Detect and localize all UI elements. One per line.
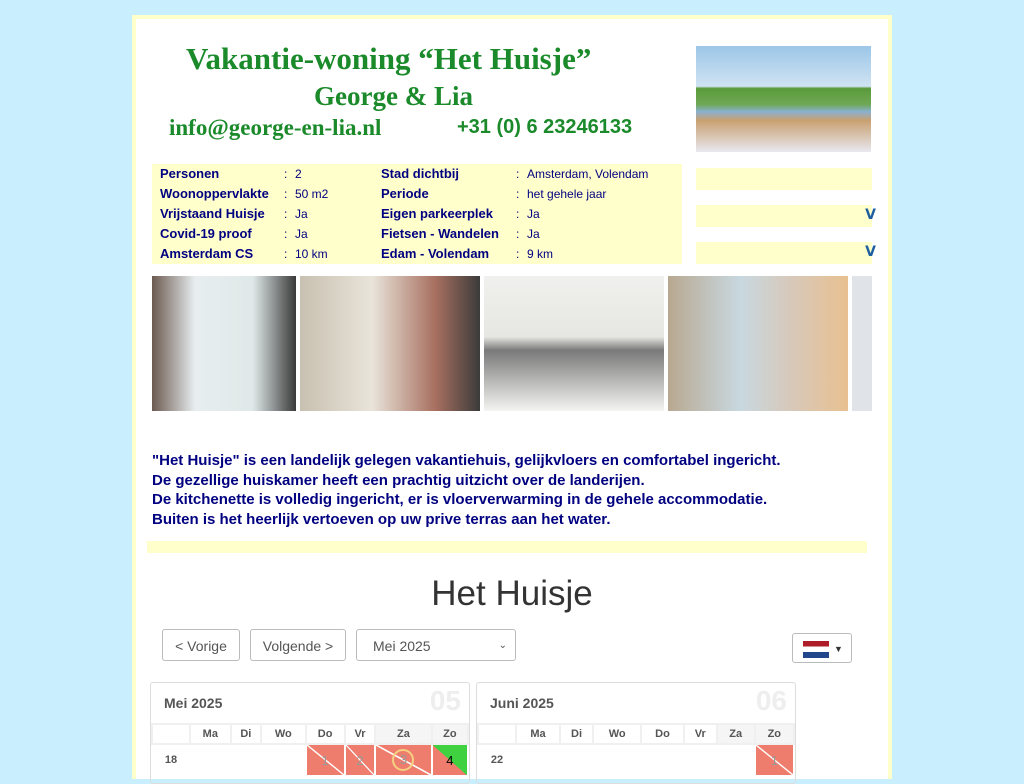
week-header — [478, 724, 516, 744]
chevron-down-icon: ⌄ — [498, 640, 507, 651]
day-number: 3 — [399, 752, 408, 767]
calendar-day[interactable] — [345, 744, 376, 776]
description-line: De gezellige huiskamer heeft een prachtig uitzicht over de landerijen. — [152, 471, 645, 489]
day-header: Za — [717, 724, 755, 744]
info-colon: : — [284, 207, 288, 221]
day-number: 1 — [770, 752, 778, 768]
info-value: 50 m2 — [295, 187, 329, 201]
info-label: Personen — [160, 166, 220, 181]
next-button[interactable]: Volgende > — [250, 629, 346, 661]
info-colon: : — [516, 207, 520, 221]
info-colon: : — [284, 187, 288, 201]
email-link[interactable]: info@george-en-lia.nl — [169, 115, 382, 140]
info-colon: : — [284, 167, 288, 181]
info-value: Ja — [295, 207, 308, 221]
info-colon: : — [516, 227, 520, 241]
day-header: Ma — [516, 724, 560, 744]
info-label: Fietsen - Wandelen — [381, 226, 499, 241]
calendar-day[interactable] — [717, 744, 755, 776]
day-header: Vr — [345, 724, 376, 744]
calendar-day[interactable] — [516, 744, 560, 776]
calendar-june — [476, 682, 796, 784]
calendar-day[interactable] — [261, 744, 305, 776]
day-number: 1 — [321, 752, 329, 768]
today-marker-icon — [392, 749, 414, 771]
previous-button[interactable]: < Vorige — [162, 629, 240, 661]
day-header: Do — [306, 724, 345, 744]
day-header: Za — [375, 724, 431, 744]
day-wrap — [446, 753, 453, 768]
property-info-table — [152, 164, 682, 264]
info-value: 9 km — [527, 247, 554, 261]
calendar-title: Het Huisje — [431, 574, 593, 613]
info-row — [152, 244, 682, 264]
day-header: Vr — [684, 724, 717, 744]
info-label: Covid-19 proof — [160, 226, 252, 241]
side-box[interactable]: V — [696, 242, 872, 264]
phone-number: +31 (0) 6 23246133 — [457, 116, 633, 138]
info-label: Amsterdam CS — [160, 246, 254, 261]
day-wrap — [771, 753, 778, 768]
day-header: Do — [641, 724, 683, 744]
calendar-may — [150, 682, 470, 784]
info-colon: : — [516, 247, 520, 261]
info-value: Ja — [527, 207, 540, 221]
info-value: 2 — [295, 167, 302, 181]
divider-bar — [147, 541, 867, 553]
calendar-day[interactable] — [641, 744, 683, 776]
info-value: Ja — [527, 227, 540, 241]
info-row — [152, 164, 682, 184]
photo-kitchenette[interactable] — [484, 276, 664, 411]
calendar-day[interactable] — [306, 744, 345, 776]
week-number: 18 — [152, 744, 190, 776]
day-number: 4 — [446, 752, 454, 768]
day-header: Wo — [593, 724, 641, 744]
calendar-day[interactable] — [190, 744, 231, 776]
day-number: 2 — [356, 752, 364, 768]
info-row — [152, 224, 682, 244]
info-row — [152, 184, 682, 204]
calendar-day[interactable] — [231, 744, 262, 776]
month-number: 05 — [429, 685, 461, 716]
day-header: Wo — [261, 724, 305, 744]
description — [152, 451, 781, 529]
info-colon: : — [284, 227, 288, 241]
month-name: Mei 2025 — [164, 695, 223, 711]
photo-living-room[interactable] — [300, 276, 480, 411]
calendar-day[interactable] — [375, 744, 431, 776]
page-container — [132, 15, 892, 779]
day-wrap — [321, 753, 328, 768]
info-value: 10 km — [295, 247, 328, 261]
info-colon: : — [284, 247, 288, 261]
owners-name: George & Lia — [314, 81, 473, 111]
day-header: Zo — [432, 724, 468, 744]
info-value: Ja — [295, 227, 308, 241]
month-name: Juni 2025 — [490, 695, 554, 711]
info-value: het gehele jaar — [527, 187, 607, 201]
photo-living-room-window[interactable] — [152, 276, 296, 411]
calendar-day[interactable] — [684, 744, 717, 776]
site-title: Vakantie-woning “Het Huisje” — [186, 41, 592, 76]
month-select[interactable] — [356, 629, 516, 661]
day-header: Di — [560, 724, 593, 744]
info-label: Eigen parkeerplek — [381, 206, 493, 221]
caret-down-icon: ▼ — [834, 644, 843, 654]
day-wrap — [356, 753, 363, 768]
description-line: De kitchenette is volledig ingericht, er is vloerverwarming in de gehele accommodatie. — [152, 491, 768, 508]
side-box[interactable]: V — [696, 205, 872, 227]
info-label: Stad dichtbij — [381, 166, 459, 181]
description-line: Buiten is het heerlijk vertoeven op uw prive terras aan het water. — [152, 510, 611, 528]
photo-partial[interactable] — [852, 276, 872, 411]
info-label: Edam - Volendam — [381, 246, 490, 261]
info-colon: : — [516, 187, 520, 201]
info-row — [152, 204, 682, 224]
info-label: Woonoppervlakte — [160, 186, 269, 201]
month-select-value: Mei 2025 — [373, 638, 431, 654]
calendar-day[interactable] — [593, 744, 641, 776]
calendar-day[interactable] — [560, 744, 593, 776]
nl-flag-icon — [803, 641, 829, 658]
photo-bedroom[interactable] — [668, 276, 848, 411]
day-header: Ma — [190, 724, 231, 744]
calendar-day[interactable] — [432, 744, 468, 776]
description-line: "Het Huisje" is een landelijk gelegen vakantiehuis, gelijkvloers en comfortabel ingericht. — [152, 452, 781, 469]
month-number: 06 — [755, 685, 787, 716]
info-label: Vrijstaand Huisje — [160, 206, 265, 221]
day-header: Zo — [755, 724, 794, 744]
week-header — [152, 724, 190, 744]
side-box[interactable] — [696, 168, 872, 190]
info-colon: : — [516, 167, 520, 181]
info-value: Amsterdam, Volendam — [527, 167, 649, 181]
day-header: Di — [231, 724, 262, 744]
language-select[interactable] — [792, 633, 852, 663]
info-label: Periode — [381, 186, 429, 201]
week-number: 22 — [478, 744, 516, 776]
calendar-day[interactable] — [755, 744, 794, 776]
owners-photo — [696, 46, 871, 152]
